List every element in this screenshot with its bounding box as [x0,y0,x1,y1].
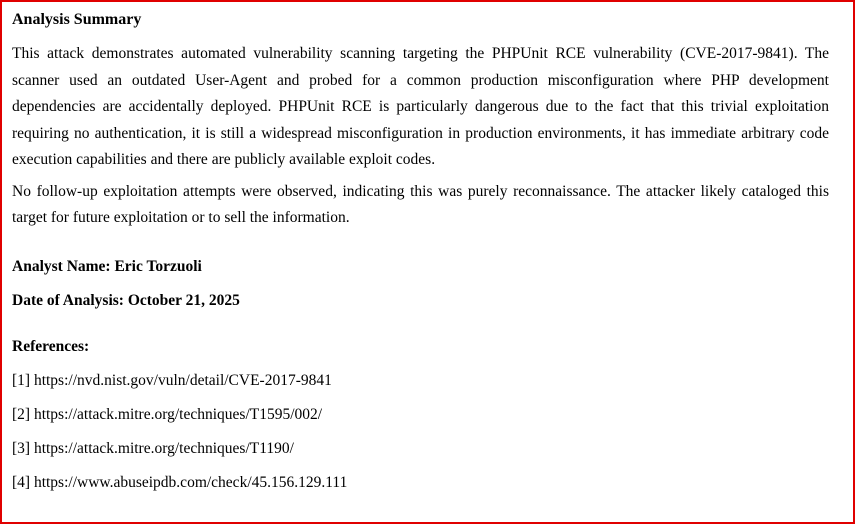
analysis-date: Date of Analysis: October 21, 2025 [12,291,240,309]
reference-item: [2] https://attack.mitre.org/techniques/T1595/002/ [12,405,323,423]
references-heading: References: [12,337,90,355]
references-list [12,370,829,494]
report-content [12,9,829,494]
analyst-name: Analyst Name: Eric Torzuoli [12,257,202,275]
summary-paragraph-2: No follow-up exploitation attempts were observed, indicating this was purely reconnaissance. The attacker likely cataloged this target for future exploitation or to sell the information. [12,182,829,226]
section-title: Analysis Summary [12,11,142,28]
reference-item: [3] https://attack.mitre.org/techniques/T1190/ [12,439,294,457]
reference-item: [1] https://nvd.nist.gov/vuln/detail/CVE-2017-9841 [12,371,332,389]
reference-item: [4] https://www.abuseipdb.com/check/45.156.129.111 [12,473,348,491]
summary-paragraph-1: This attack demonstrates automated vulnerability scanning targeting the PHPUnit RCE vulnerability (CVE-2017-9841). The scanner used an outdated User-Agent and probed for a common production misconfiguration where PHP development dependencies are accidentally deployed. PHPUnit RCE is particularly dangerous due to the fact that this trivial exploitation requiring no authentication, it is still a widespread misconfiguration in production environments, it has immediate arbitrary code execution capabilities and there are publicly available exploit codes. [12,45,829,168]
